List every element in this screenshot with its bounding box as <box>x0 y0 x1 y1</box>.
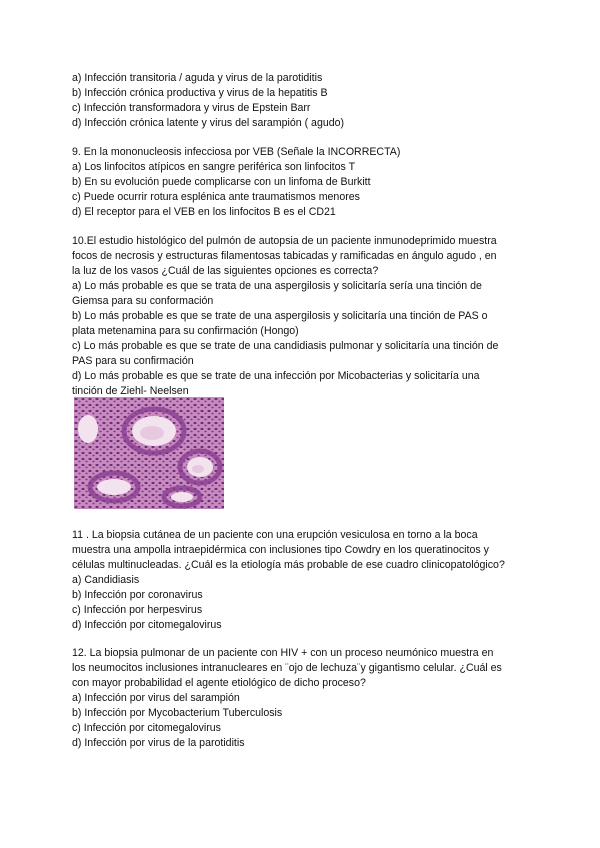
q10-option-d: d) Lo más probable es que se trate de una infección por Micobacterias y solicitaría una <box>72 370 480 382</box>
q11-question-line: 11 . La biopsia cutánea de un paciente con una erupción vesiculosa en torno a la boca <box>72 529 478 541</box>
q8-option-c: c) Infección transformadora y virus de Epstein Barr <box>72 102 311 114</box>
q12-question-line: los neumocitos inclusiones intranucleares en ¨ojo de lechuza¨y gigantismo celular. ¿Cuál es <box>72 662 502 674</box>
histology-micrograph <box>74 397 224 509</box>
question-12 <box>72 646 532 751</box>
q8-option-d: d) Infección crónica latente y virus del sarampión ( agudo) <box>72 117 345 129</box>
q10-option-c-cont: PAS para su confirmación <box>72 355 194 367</box>
question-11 <box>72 528 532 633</box>
q11-option-c: c) Infección por herpesvirus <box>72 604 203 616</box>
question-10 <box>72 234 532 399</box>
q11-option-d: d) Infección por citomegalovirus <box>72 619 222 631</box>
q12-option-d: d) Infección por virus de la parotiditis <box>72 737 245 749</box>
q12-question-line: 12. La biopsia pulmonar de un paciente con HIV + con un proceso neumónico muestra en <box>72 647 494 659</box>
q8-option-a: a) Infección transitoria / aguda y virus de la parotiditis <box>72 72 323 84</box>
q11-question-line: muestra una ampolla intraepidérmica con inclusiones tipo Cowdry en los queratinocitos y <box>72 544 489 556</box>
micrograph-illustration <box>74 397 224 509</box>
question-8-options <box>72 71 532 131</box>
q10-option-d-cont: tinción de Ziehl- Neelsen <box>72 385 189 397</box>
q9-question: 9. En la mononucleosis infecciosa por VEB (Señale la INCORRECTA) <box>72 146 401 158</box>
q10-question-line: focos de necrosis y estructuras filamentosas tabicadas y ramificadas en ángulo agudo , en <box>72 250 497 262</box>
q8-option-b: b) Infección crónica productiva y virus de la hepatitis B <box>72 87 328 99</box>
question-9 <box>72 145 532 220</box>
q9-option-c: c) Puede ocurrir rotura esplénica ante traumatismos menores <box>72 191 360 203</box>
q10-option-b-cont: plata metenamina para su confirmación (Hongo) <box>72 325 299 337</box>
q9-option-a: a) Los linfocitos atípicos en sangre periférica son linfocitos T <box>72 161 356 173</box>
q9-option-d: d) El receptor para el VEB en los linfocitos B es el CD21 <box>72 206 336 218</box>
q12-option-b: b) Infección por Mycobacterium Tuberculosis <box>72 707 283 719</box>
q10-question-line: 10.El estudio histológico del pulmón de autopsia de un paciente inmunodeprimido muestra <box>72 235 497 247</box>
q11-question-line: células multinucleadas. ¿Cuál es la etiología más probable de ese cuadro clinicopatológico? <box>72 559 505 571</box>
q10-question-line: la luz de los vasos ¿Cuál de las siguientes opciones es correcta? <box>72 265 379 277</box>
q10-option-c: c) Lo más probable es que se trate de una candidiasis pulmonar y solicitaría una tinción de <box>72 340 499 352</box>
q12-question-line: con mayor probabilidad el agente etiológico de dicho proceso? <box>72 677 366 689</box>
q12-option-a: a) Infección por virus del sarampión <box>72 692 240 704</box>
q11-option-b: b) Infección por coronavirus <box>72 589 203 601</box>
q10-option-b: b) Lo más probable es que se trate de una aspergilosis y solicitaría una tinción de PAS o <box>72 310 488 322</box>
q10-option-a: a) Lo más probable es que se trata de una aspergilosis y solicitaría sería una tinción de <box>72 280 482 292</box>
q10-option-a-cont: Giemsa para su conformación <box>72 295 214 307</box>
q9-option-b: b) En su evolución puede complicarse con un linfoma de Burkitt <box>72 176 371 188</box>
q11-option-a: a) Candidiasis <box>72 574 140 586</box>
q12-option-c: c) Infección por citomegalovirus <box>72 722 221 734</box>
